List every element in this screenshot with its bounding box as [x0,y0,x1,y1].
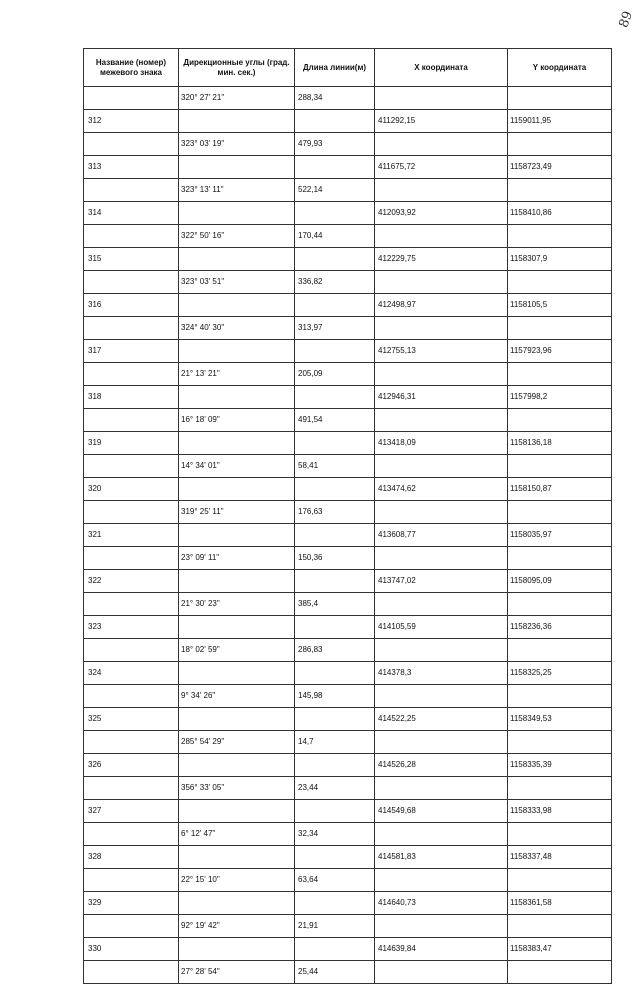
x-cell [375,547,508,570]
y-coordinate-cell: 1157923,96 [508,340,612,363]
header-name: Название (номер) межевого знака [84,49,179,87]
point-row [84,294,612,317]
x-cell [375,271,508,294]
segment-row [84,547,612,570]
segment-row [84,87,612,110]
segment-row [84,823,612,846]
length-cell: 286,83 [295,639,375,662]
point-row [84,202,612,225]
length-cell [295,754,375,777]
length-cell [295,340,375,363]
angle-cell [179,616,295,639]
length-cell: 32,34 [295,823,375,846]
angle-cell: 92° 19' 42" [179,915,295,938]
point-row [84,892,612,915]
segment-name-cell [84,317,179,340]
angle-cell [179,938,295,961]
x-cell [375,455,508,478]
header-length: Длина линии(м) [295,49,375,87]
point-name-cell: 324 [84,662,179,685]
angle-cell: 323° 03' 51" [179,271,295,294]
angle-cell: 356° 33' 05" [179,777,295,800]
segment-row [84,731,612,754]
boundary-coordinates-table [83,48,612,984]
point-name-cell: 320 [84,478,179,501]
x-cell [375,317,508,340]
point-row [84,478,612,501]
angle-cell [179,708,295,731]
y-cell [508,501,612,524]
x-cell [375,777,508,800]
header-x: X координата [375,49,508,87]
length-cell: 205,09 [295,363,375,386]
angle-cell: 324° 40' 30" [179,317,295,340]
y-coordinate-cell: 1158105,5 [508,294,612,317]
x-cell [375,593,508,616]
segment-name-cell [84,777,179,800]
angle-cell [179,248,295,271]
y-cell [508,409,612,432]
point-row [84,386,612,409]
point-name-cell: 323 [84,616,179,639]
x-coordinate-cell: 414105,59 [375,616,508,639]
point-row [84,708,612,731]
point-row [84,156,612,179]
angle-cell: 285° 54' 29" [179,731,295,754]
angle-cell [179,202,295,225]
angle-cell [179,754,295,777]
length-cell [295,294,375,317]
y-cell [508,777,612,800]
y-cell [508,961,612,984]
segment-name-cell [84,915,179,938]
angle-cell: 21° 13' 21" [179,363,295,386]
y-cell [508,179,612,202]
y-cell [508,455,612,478]
length-cell [295,386,375,409]
angle-cell: 14° 34' 01" [179,455,295,478]
x-coordinate-cell: 414640,73 [375,892,508,915]
point-name-cell: 321 [84,524,179,547]
y-cell [508,593,612,616]
segment-row [84,593,612,616]
angle-cell [179,570,295,593]
point-name-cell: 314 [84,202,179,225]
length-cell [295,202,375,225]
angle-cell: 323° 13' 11" [179,179,295,202]
x-cell [375,915,508,938]
y-cell [508,915,612,938]
length-cell [295,708,375,731]
x-coordinate-cell: 412229,75 [375,248,508,271]
angle-cell [179,662,295,685]
x-coordinate-cell: 412755,13 [375,340,508,363]
y-coordinate-cell: 1158095,09 [508,570,612,593]
segment-name-cell [84,363,179,386]
segment-name-cell [84,409,179,432]
angle-cell [179,800,295,823]
length-cell: 14,7 [295,731,375,754]
angle-cell: 18° 02' 59" [179,639,295,662]
angle-cell: 319° 25' 11" [179,501,295,524]
segment-name-cell [84,225,179,248]
segment-name-cell [84,593,179,616]
x-cell [375,409,508,432]
x-coordinate-cell: 411675,72 [375,156,508,179]
point-row [84,662,612,685]
point-name-cell: 315 [84,248,179,271]
segment-name-cell [84,179,179,202]
x-cell [375,501,508,524]
y-coordinate-cell: 1158150,87 [508,478,612,501]
header-row [84,49,612,87]
length-cell: 288,34 [295,87,375,110]
angle-cell [179,524,295,547]
segment-row [84,777,612,800]
x-cell [375,961,508,984]
angle-cell [179,386,295,409]
x-coordinate-cell: 412498,97 [375,294,508,317]
segment-name-cell [84,271,179,294]
segment-name-cell [84,133,179,156]
point-name-cell: 322 [84,570,179,593]
segment-row [84,455,612,478]
page-number-mark: 89 [616,9,637,30]
segment-row [84,915,612,938]
length-cell: 313,97 [295,317,375,340]
y-coordinate-cell: 1158410,86 [508,202,612,225]
point-name-cell: 319 [84,432,179,455]
x-cell [375,225,508,248]
angle-cell [179,846,295,869]
point-row [84,754,612,777]
angle-cell [179,156,295,179]
y-coordinate-cell: 1159011,95 [508,110,612,133]
length-cell: 23,44 [295,777,375,800]
x-coordinate-cell: 414549,68 [375,800,508,823]
angle-cell: 22° 15' 10" [179,869,295,892]
x-cell [375,179,508,202]
point-name-cell: 312 [84,110,179,133]
header-y: Y координата [508,49,612,87]
x-coordinate-cell: 414639,84 [375,938,508,961]
point-row [84,248,612,271]
segment-row [84,639,612,662]
y-cell [508,271,612,294]
y-coordinate-cell: 1158325,25 [508,662,612,685]
point-row [84,340,612,363]
point-name-cell: 318 [84,386,179,409]
angle-cell: 6° 12' 47" [179,823,295,846]
angle-cell: 16° 18' 09" [179,409,295,432]
angle-cell: 21° 30' 23" [179,593,295,616]
y-cell [508,869,612,892]
segment-row [84,179,612,202]
x-coordinate-cell: 413474,62 [375,478,508,501]
point-name-cell: 325 [84,708,179,731]
length-cell: 479,93 [295,133,375,156]
angle-cell [179,892,295,915]
point-name-cell: 313 [84,156,179,179]
x-cell [375,363,508,386]
x-coordinate-cell: 414522,25 [375,708,508,731]
segment-name-cell [84,639,179,662]
length-cell [295,432,375,455]
point-name-cell: 329 [84,892,179,915]
y-cell [508,639,612,662]
length-cell: 385,4 [295,593,375,616]
segment-row [84,501,612,524]
segment-row [84,133,612,156]
y-coordinate-cell: 1158383,47 [508,938,612,961]
segment-row [84,869,612,892]
x-coordinate-cell: 413608,77 [375,524,508,547]
x-coordinate-cell: 412093,92 [375,202,508,225]
y-cell [508,133,612,156]
length-cell: 522,14 [295,179,375,202]
point-name-cell: 326 [84,754,179,777]
length-cell [295,570,375,593]
length-cell [295,662,375,685]
segment-row [84,317,612,340]
y-cell [508,547,612,570]
x-cell [375,639,508,662]
point-name-cell: 330 [84,938,179,961]
angle-cell: 9° 34' 26" [179,685,295,708]
y-cell [508,685,612,708]
segment-name-cell [84,455,179,478]
point-row [84,616,612,639]
point-name-cell: 317 [84,340,179,363]
length-cell: 21,91 [295,915,375,938]
x-cell [375,823,508,846]
header-angle: Дирекционные углы (град. мин. сек.) [179,49,295,87]
y-cell [508,317,612,340]
segment-name-cell [84,547,179,570]
length-cell [295,248,375,271]
segment-row [84,271,612,294]
length-cell [295,524,375,547]
segment-row [84,363,612,386]
segment-name-cell [84,87,179,110]
table-body [84,87,612,984]
point-name-cell: 328 [84,846,179,869]
length-cell [295,892,375,915]
x-coordinate-cell: 414581,83 [375,846,508,869]
angle-cell: 323° 03' 19" [179,133,295,156]
x-coordinate-cell: 414526,28 [375,754,508,777]
point-row [84,110,612,133]
length-cell [295,616,375,639]
x-cell [375,869,508,892]
point-name-cell: 316 [84,294,179,317]
y-cell [508,731,612,754]
length-cell: 170,44 [295,225,375,248]
y-coordinate-cell: 1158335,39 [508,754,612,777]
segment-name-cell [84,869,179,892]
angle-cell: 23° 09' 11" [179,547,295,570]
segment-name-cell [84,961,179,984]
length-cell: 491,54 [295,409,375,432]
y-coordinate-cell: 1158361,58 [508,892,612,915]
y-cell [508,87,612,110]
x-coordinate-cell: 414378,3 [375,662,508,685]
angle-cell [179,110,295,133]
x-cell [375,685,508,708]
x-cell [375,87,508,110]
length-cell [295,846,375,869]
y-coordinate-cell: 1158136,18 [508,432,612,455]
y-cell [508,363,612,386]
length-cell: 336,82 [295,271,375,294]
point-row [84,938,612,961]
length-cell: 145,98 [295,685,375,708]
point-row [84,432,612,455]
point-row [84,846,612,869]
length-cell: 58,41 [295,455,375,478]
y-coordinate-cell: 1158236,36 [508,616,612,639]
x-coordinate-cell: 413747,02 [375,570,508,593]
y-coordinate-cell: 1158307,9 [508,248,612,271]
length-cell [295,478,375,501]
segment-row [84,409,612,432]
x-coordinate-cell: 413418,09 [375,432,508,455]
y-coordinate-cell: 1158333,98 [508,800,612,823]
angle-cell: 27° 28' 54" [179,961,295,984]
x-cell [375,133,508,156]
angle-cell [179,432,295,455]
segment-name-cell [84,731,179,754]
point-row [84,570,612,593]
length-cell: 63,64 [295,869,375,892]
point-row [84,524,612,547]
length-cell: 176,63 [295,501,375,524]
point-row [84,800,612,823]
segment-row [84,225,612,248]
x-coordinate-cell: 412946,31 [375,386,508,409]
segment-name-cell [84,685,179,708]
angle-cell: 320° 27' 21" [179,87,295,110]
segment-name-cell [84,823,179,846]
length-cell [295,110,375,133]
angle-cell: 322° 50' 16" [179,225,295,248]
y-cell [508,225,612,248]
y-cell [508,823,612,846]
length-cell [295,938,375,961]
angle-cell [179,294,295,317]
y-coordinate-cell: 1158723,49 [508,156,612,179]
y-coordinate-cell: 1158035,97 [508,524,612,547]
length-cell: 150,36 [295,547,375,570]
x-coordinate-cell: 411292,15 [375,110,508,133]
segment-name-cell [84,501,179,524]
y-coordinate-cell: 1158349,53 [508,708,612,731]
x-cell [375,731,508,754]
length-cell [295,800,375,823]
length-cell: 25,44 [295,961,375,984]
segment-row [84,961,612,984]
segment-row [84,685,612,708]
length-cell [295,156,375,179]
y-coordinate-cell: 1158337,48 [508,846,612,869]
angle-cell [179,340,295,363]
angle-cell [179,478,295,501]
y-coordinate-cell: 1157998,2 [508,386,612,409]
point-name-cell: 327 [84,800,179,823]
